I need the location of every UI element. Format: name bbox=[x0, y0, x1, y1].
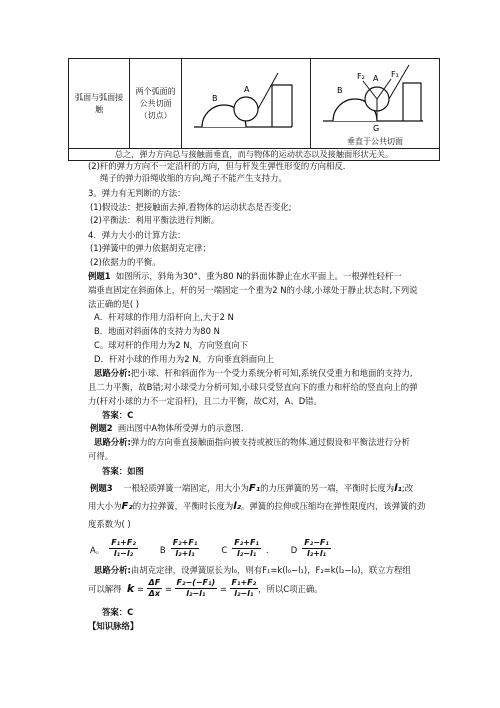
ex1-analysis3: 力(杆对小球的力不一定沿杆)，且二力平衡，故C对，A、D错。 bbox=[88, 396, 322, 406]
ex3-label: 例题3 bbox=[90, 483, 113, 493]
opt-a-num: F₁+F₂ bbox=[111, 538, 136, 547]
label-b: B bbox=[336, 86, 343, 95]
ex1-option-d: D．杆对小球的作用力为2 N，方向垂直斜面向上 bbox=[94, 354, 274, 364]
table-row-label bbox=[69, 59, 130, 149]
left-diagram-cell bbox=[181, 59, 310, 149]
summary-text: 总之，弹力方向总与接触面垂直，而与物体的运动状态以及接触面形状无关。 bbox=[114, 149, 394, 159]
ex3-analysis1 bbox=[94, 564, 411, 576]
opt-d-prefix: D bbox=[290, 545, 298, 555]
ex3-analysis-text2a: 可以解得 bbox=[88, 583, 122, 594]
ex1-line1 bbox=[88, 270, 402, 282]
ex2-line1 bbox=[90, 422, 244, 434]
opt-d-frac bbox=[302, 538, 331, 559]
ex3-option-b bbox=[160, 538, 199, 559]
label-g: G bbox=[372, 124, 380, 133]
ex1-analysis2: 且二力平衡，故B错;对小球受力分析可知,小球只受竖直向下的重力和杆给的竖直向上的弹 bbox=[88, 382, 418, 392]
frac3-den: l₂−l₁ bbox=[234, 589, 254, 598]
frac1-num: ΔF bbox=[148, 578, 161, 587]
ex1-option-b: B．地面对斜面体的支持力为80 N bbox=[94, 326, 220, 336]
ex3-analysis-text2b: ，所以C项正确。 bbox=[258, 583, 323, 594]
right-diagram-cell bbox=[310, 59, 439, 149]
ex3-f1: F₁ bbox=[248, 483, 261, 494]
opt-d-num: F₂−F₁ bbox=[304, 538, 329, 547]
opt-a-frac bbox=[109, 538, 138, 559]
ex2-label: 例题2 bbox=[90, 423, 113, 433]
label-a: A bbox=[372, 74, 379, 83]
line-hooke: (1)弹簧中的弹力依据胡克定律； bbox=[90, 243, 211, 253]
ex2-analysis1 bbox=[94, 436, 410, 448]
arc-contact-diagram bbox=[182, 59, 310, 148]
formula-frac2 bbox=[175, 578, 218, 599]
middle-label-text: 两个弧面的公共切面（切点） bbox=[135, 86, 176, 120]
opt-b-prefix: B bbox=[159, 545, 166, 555]
opt-d-den: l₂+l₁ bbox=[306, 549, 327, 558]
opt-b-frac bbox=[171, 538, 200, 559]
ex3-text2b: 的力拉弹簧，平衡时长度为 bbox=[132, 501, 234, 511]
ex1-analysis-text1: 把小球、杆和斜面作为一个受力系统分析可知,系统仅受重力和地面的支持力, bbox=[130, 368, 413, 378]
line-method-title: 3。弹力有无判断的方法： bbox=[88, 188, 186, 198]
ex1-text1: 如图所示，斜角为30°、重为80 N的斜面体静止在水平面上。一根弹性轻杆一 bbox=[115, 271, 402, 281]
ex1-analysis-label: 思路分析: bbox=[94, 368, 131, 378]
label-f1: F₁ bbox=[390, 70, 399, 79]
opt-c-frac bbox=[232, 538, 261, 559]
ex3-option-a bbox=[90, 538, 138, 559]
label-a: A bbox=[243, 85, 250, 94]
ex2-text: 画出图中A物体所受弹力的示意图. bbox=[117, 423, 244, 433]
line-assume-method: (1)假设法：把接触面去掉,看物体的运动状态是否变化; bbox=[90, 202, 292, 212]
line-calc-title: 4．弹力大小的计算方法： bbox=[88, 230, 186, 240]
line-equilibrium: (2)依据力的平衡。 bbox=[90, 257, 161, 267]
formula-k: k bbox=[126, 582, 135, 595]
frac2-num: F₂−(−F₁) bbox=[176, 578, 216, 587]
force-diagram bbox=[311, 59, 439, 137]
ex1-option-c: C。球对杆的作用力为2 N，方向竖直向下 bbox=[94, 340, 249, 350]
ex3-f2: F₂ bbox=[121, 501, 133, 512]
table-middle-cell bbox=[130, 59, 182, 149]
summary-row bbox=[69, 149, 440, 161]
ex3-text1c: ;改 bbox=[401, 483, 414, 493]
frac1-den: Δx bbox=[148, 589, 160, 598]
opt-a-prefix: A。 bbox=[90, 545, 105, 555]
line-rope-force: 绳子的弹力沿绳收缩的方向,绳子不能产生支持力。 bbox=[100, 173, 287, 183]
ex2-answer: 答案：如图 bbox=[102, 466, 144, 476]
frac3-num: F₁+F₂ bbox=[231, 578, 257, 587]
ex1-label: 例题1 bbox=[88, 271, 111, 281]
ex2-analysis-label: 思路分析: bbox=[94, 437, 131, 447]
opt-a-den: l₁−l₂ bbox=[113, 549, 134, 558]
ex3-analysis-label: 思路分析: bbox=[94, 565, 131, 575]
ex1-line2: 端垂直固定在斜面体上，杆的另一端固定一个重为2 N的小球,小球处于静止状态时,下列说 bbox=[88, 285, 418, 295]
ex1-answer: 答案：C bbox=[102, 410, 134, 420]
row-label-text: 弧面与弧面接触 bbox=[75, 92, 124, 114]
formula-frac1 bbox=[147, 578, 163, 599]
right-caption: 垂直于公共切面 bbox=[346, 137, 403, 146]
ex3-option-c bbox=[221, 538, 268, 559]
label-b: B bbox=[211, 94, 218, 103]
ex3-option-d bbox=[291, 538, 331, 559]
ex1-option-a: A．杆对球的作用力沿杆向上,大于2 N bbox=[94, 312, 234, 322]
ex2-analysis2: 可得。 bbox=[88, 451, 114, 461]
opt-b-num: F₂+F₁ bbox=[172, 538, 198, 547]
comparison-table bbox=[68, 58, 440, 161]
ex3-l2: l₂ bbox=[233, 501, 242, 512]
opt-c-prefix: C bbox=[221, 545, 228, 555]
opt-b-den: l₂+l₁ bbox=[175, 549, 195, 558]
ex3-analysis-text1: 由胡克定律，设弹簧原长为l₀，则有F₁=k(l₀−l₁)，F₂=k(l₂−l₀)，联立方程组 bbox=[130, 565, 411, 575]
section-heading: 【知识脉络】 bbox=[88, 621, 139, 631]
ex3-text1b: 的力压弹簧的另一端，平衡时长度为 bbox=[260, 483, 395, 493]
ex3-answer: 答案：C bbox=[102, 607, 134, 617]
formula-frac3 bbox=[230, 578, 259, 599]
ex1-line3: 法正确的是( ) bbox=[88, 299, 140, 309]
frac2-den: l₂−l₁ bbox=[186, 589, 206, 598]
line-balance-method: (2)平衡法：利用平衡法进行判断。 bbox=[90, 215, 220, 225]
line-rod-force: (2)杆的弹力方向不一定沿杆的方向，但与杆发生弹性形变的方向相反. bbox=[88, 161, 346, 171]
opt-c-den: l₂−l₁ bbox=[237, 549, 257, 558]
ex3-text2a: 用大小为 bbox=[88, 501, 122, 511]
ex2-analysis-text1: 弹力的方向垂直接触面指向被支持或被压的物体.通过假设和平衡法进行分析 bbox=[130, 437, 410, 447]
opt-c-num: F₂+F₁ bbox=[234, 538, 259, 547]
ex3-analysis2: 可以解得 k = $\frac{\Delta F}{\Delta x}$ = $\frac{\text{F₂−(−F₁)}}{\text{l₂−l₁}}$ = $\frac{\text{F₁+F₂}}{\text{l₂−l₁}}$ ，所以C项正确。 bbox=[88, 578, 323, 598]
ex3-text1a: 一根轻质弹簧一端固定，用大小为 bbox=[123, 483, 249, 493]
ex3-l1: l₁ bbox=[394, 483, 402, 494]
label-f2: F₂ bbox=[356, 72, 365, 81]
opt-c-suffix: . bbox=[266, 545, 269, 555]
ex3-line3: 度系数为( ) bbox=[88, 519, 131, 529]
ex3-line2 bbox=[88, 500, 425, 513]
ex3-options bbox=[90, 538, 420, 559]
ex1-analysis1 bbox=[94, 367, 413, 379]
ex3-text2c: 。弹簧的拉伸或压缩均在弹性限度内，该弹簧的劲 bbox=[241, 501, 426, 511]
ex3-line1 bbox=[90, 482, 413, 495]
